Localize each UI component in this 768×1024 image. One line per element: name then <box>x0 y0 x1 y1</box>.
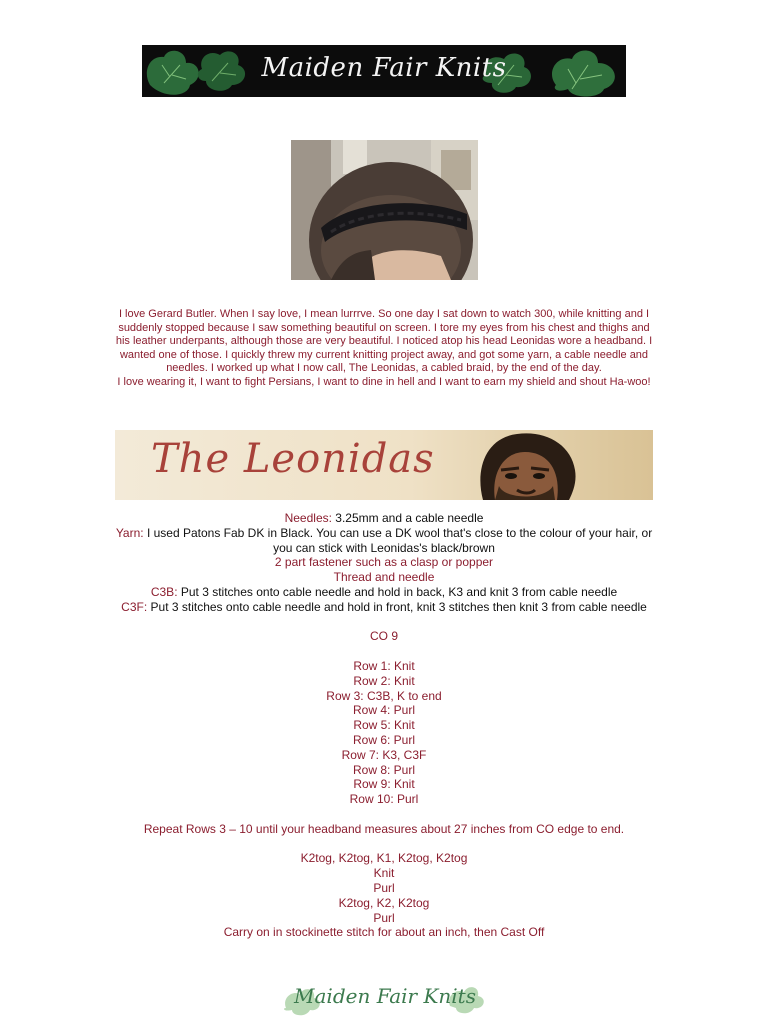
c3f-label: C3F: <box>121 599 148 614</box>
row-line: Row 10: Purl <box>349 792 419 807</box>
banner-title: Maiden Fair Knits <box>261 53 507 83</box>
finishing-line: Purl <box>373 880 395 895</box>
row-line: Row 8: Purl <box>352 762 416 777</box>
intro-paragraph-1: I love Gerard Butler. When I say love, I mean lurrrve. So one day I sat down to watch 300, while knitting and I suddenly stopped because I saw something beautiful on screen. I tore my eyes from his chest and thighs and his leather underpants, although those are very beautiful. I noticed atop his head Leonidas wore a headband. I wanted one of those. I quickly threw my current knitting project away, and got some yarn, a cable needle and needles. I worked up what I now call, The Leonidas, a cabled braid, by the end of the day. <box>115 308 653 375</box>
site-banner <box>142 45 626 97</box>
leonidas-title: The Leonidas <box>151 436 435 482</box>
yarn-value: I used Patons Fab DK in Black. You can use a DK wool that's close to the colour of your hair, or you can stick with Leonidas's black/brown <box>143 525 653 555</box>
headband-photo-image <box>291 140 478 280</box>
row-line: Row 1: Knit <box>353 658 415 673</box>
row-line: Row 9: Knit <box>353 777 415 792</box>
needles-label: Needles: <box>284 511 332 525</box>
footer-logo-text: Maiden Fair Knits <box>294 984 476 1008</box>
yarn-line <box>114 526 654 556</box>
row-line: Row 6: Purl <box>352 732 416 747</box>
finishing-line: Carry on in stockinette stitch for about an inch, then Cast Off <box>223 925 545 940</box>
finishing-line: Knit <box>373 866 395 881</box>
leonidas-face-image <box>465 430 585 500</box>
pattern-instructions <box>114 511 654 940</box>
c3f-line <box>114 600 654 615</box>
row-line: Row 4: Purl <box>352 703 416 718</box>
footer-logo <box>280 978 490 1024</box>
row-line: Row 3: C3B, K to end <box>326 688 442 703</box>
thread-line: Thread and needle <box>333 570 435 585</box>
needles-line <box>114 511 654 526</box>
c3f-value: Put 3 stitches onto cable needle and hold in front, knit 3 stitches then knit 3 from cable needle <box>147 599 647 614</box>
cast-on-line: CO 9 <box>369 629 398 644</box>
finishing-line: K2tog, K2tog, K1, K2tog, K2tog <box>300 851 468 866</box>
c3b-line <box>114 585 654 600</box>
c3b-label: C3B: <box>150 584 178 599</box>
intro-text <box>114 308 654 390</box>
leonidas-header <box>115 430 653 500</box>
row-line: Row 2: Knit <box>353 673 415 688</box>
finishing-line: K2tog, K2, K2tog <box>338 895 430 910</box>
finishing-line: Purl <box>373 910 395 925</box>
yarn-label: Yarn: <box>115 525 144 540</box>
c3b-value: Put 3 stitches onto cable needle and hold in back, K3 and knit 3 from cable needle <box>177 584 618 599</box>
intro-paragraph-2: I love wearing it, I want to fight Persians, I want to dine in hell and I want to earn my shield and shout Ha-woo! <box>117 375 651 388</box>
row-line: Row 7: K3, C3F <box>341 747 427 762</box>
row-line: Row 5: Knit <box>353 718 415 733</box>
needles-value: 3.25mm and a cable needle <box>331 511 484 525</box>
headband-photo <box>291 140 478 280</box>
fastener-line: 2 part fastener such as a clasp or popper <box>274 555 494 570</box>
repeat-instruction: Repeat Rows 3 – 10 until your headband measures about 27 inches from CO edge to end. <box>143 821 625 836</box>
